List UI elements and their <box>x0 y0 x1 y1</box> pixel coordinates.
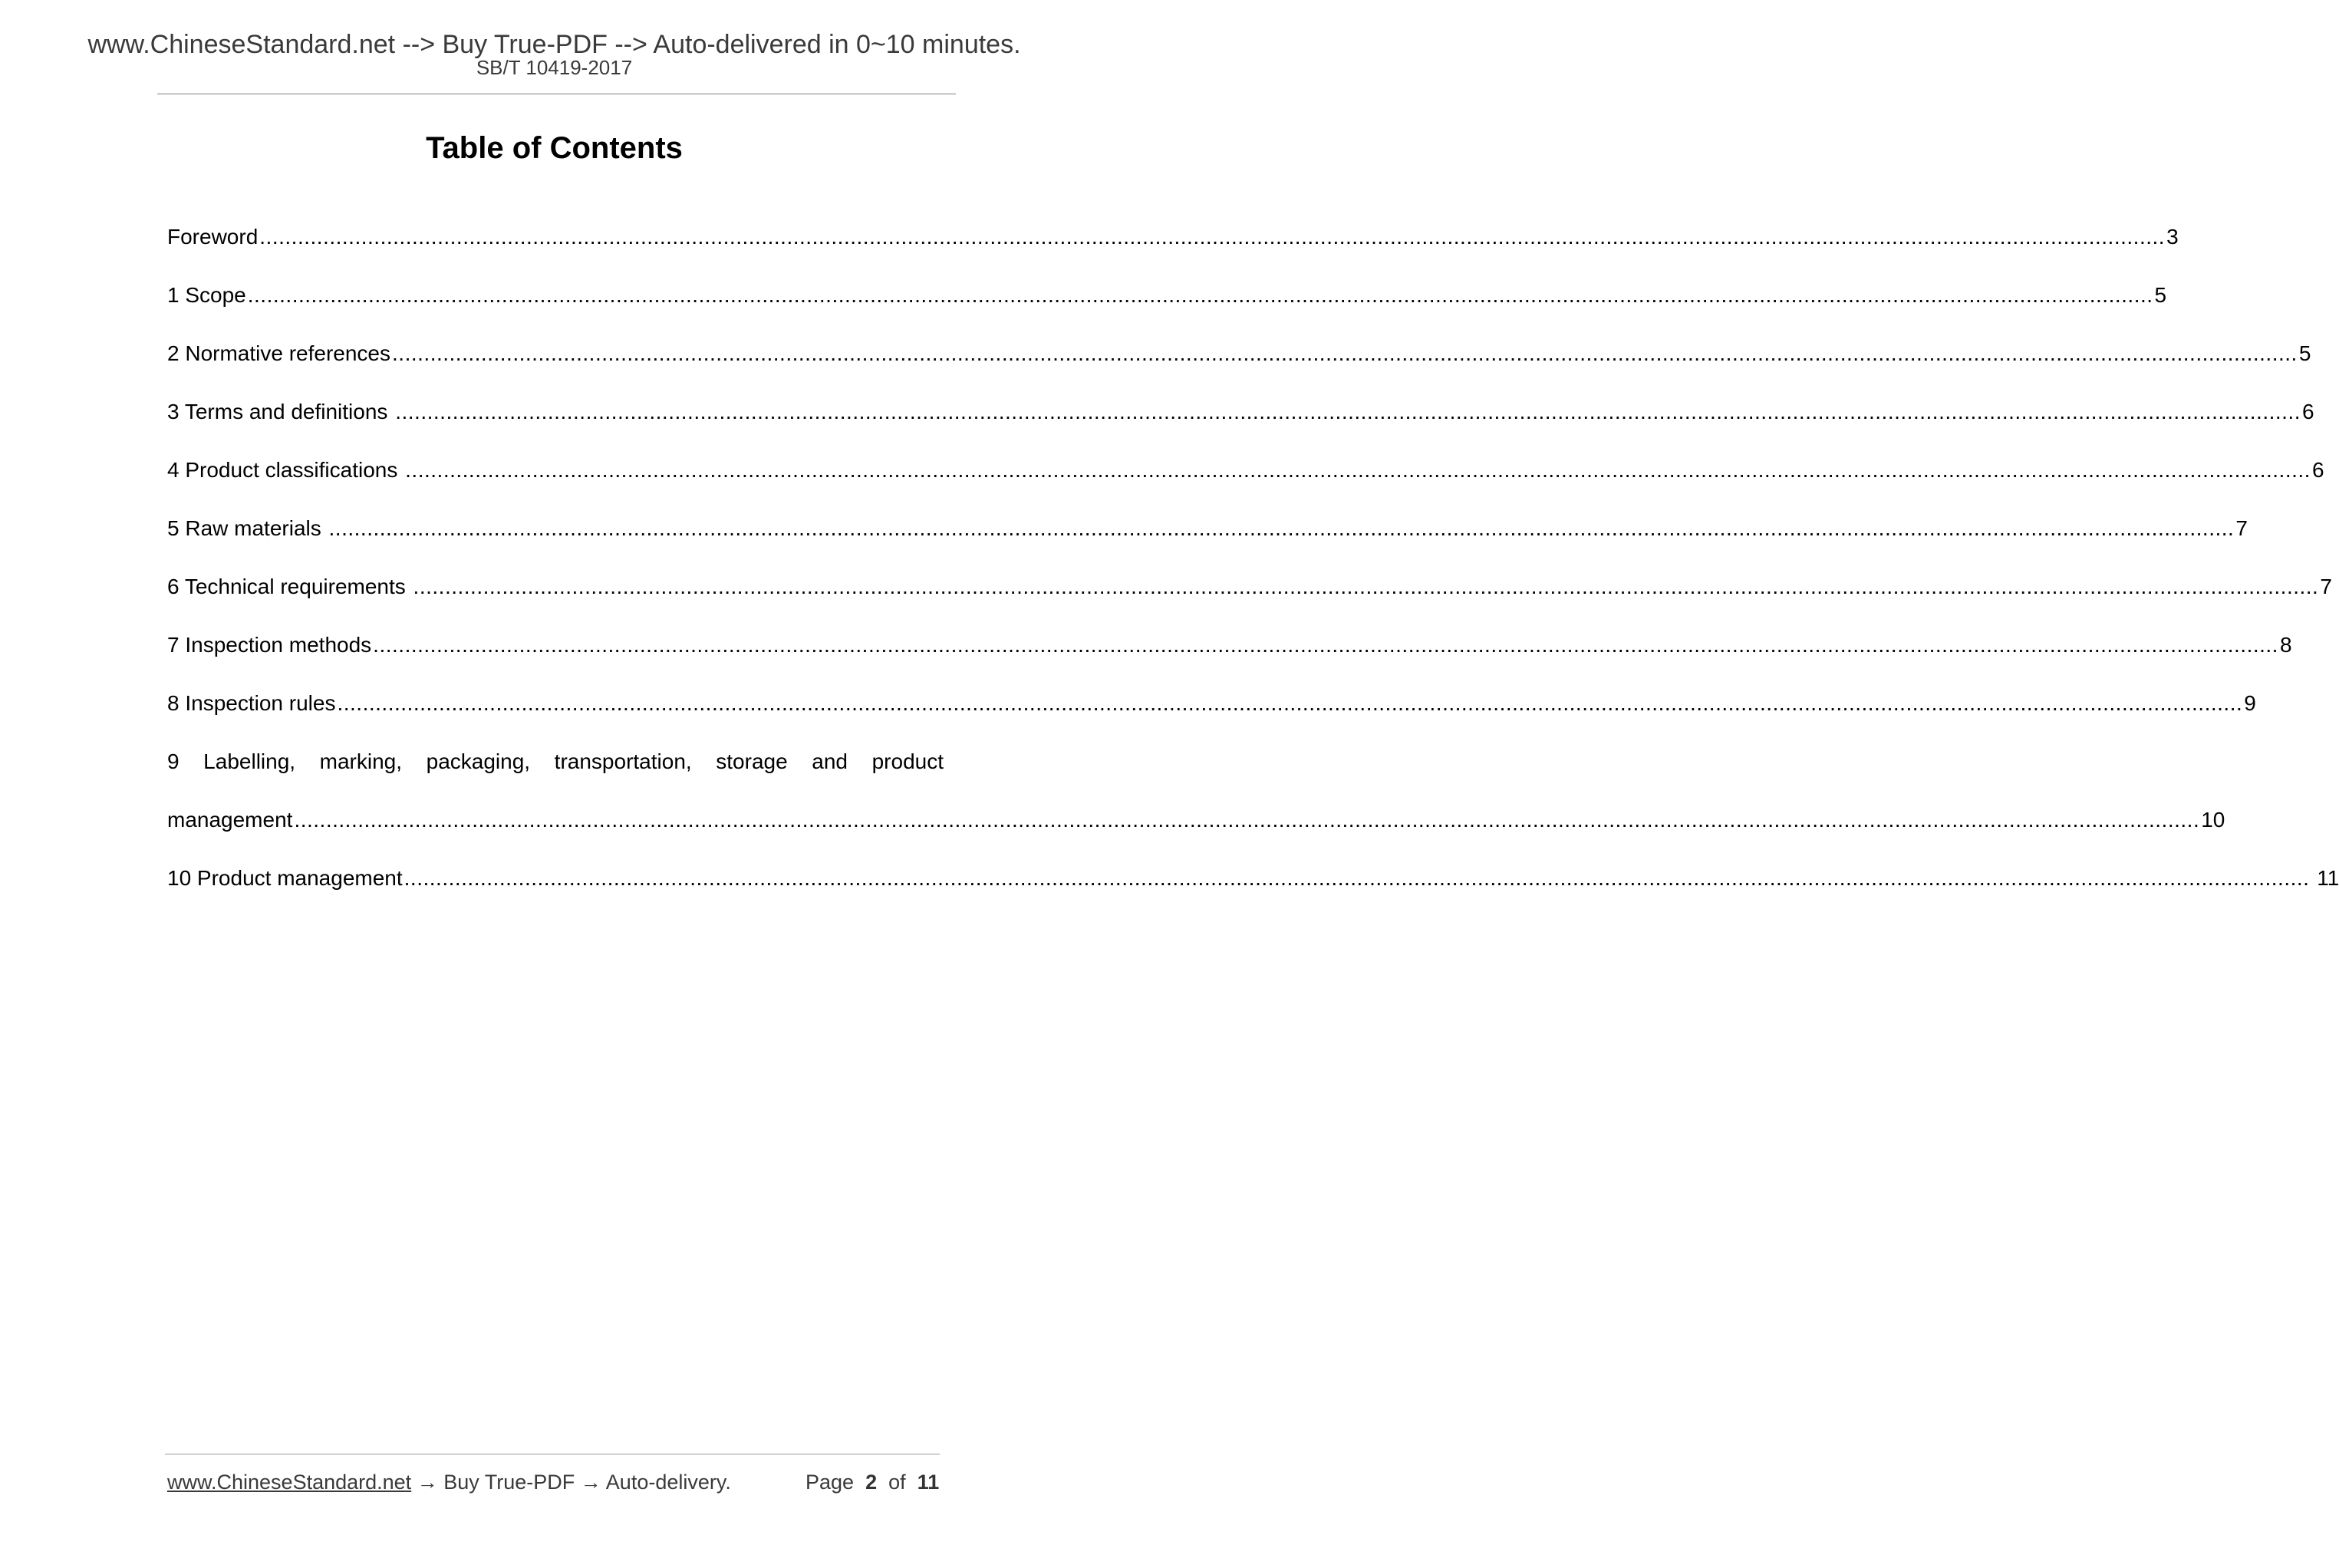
footer-promo <box>167 1469 731 1495</box>
toc-entry-inspection-rules[interactable] <box>167 685 2256 743</box>
toc-entry-page: 5 <box>2154 283 2167 307</box>
toc-entry-terms-and-definitions[interactable] <box>167 394 2314 452</box>
site-link[interactable]: www.ChineseStandard.net <box>167 1471 412 1494</box>
toc-entry-label: 6 Technical requirements <box>167 575 412 598</box>
toc-entry-scope[interactable] <box>167 277 2167 335</box>
toc-entry-label: 5 Raw materials <box>167 516 328 540</box>
dot-leader: ............................................................................................................................................................................................................................................................................................................ <box>328 516 2235 540</box>
toc-entry-normative-references[interactable] <box>167 335 2311 394</box>
dot-leader: ............................................................................................................................................................................................................................................................................................................ <box>373 633 2278 657</box>
footer-buy-text: Buy True-PDF <box>443 1471 575 1494</box>
of-word: of <box>888 1471 906 1494</box>
toc-entry-raw-materials[interactable] <box>167 510 2248 568</box>
document-code: SB/T 10419-2017 <box>476 56 633 79</box>
toc-entry-label: 8 Inspection rules <box>167 691 336 715</box>
toc-entry-label: 2 Normative references <box>167 341 391 365</box>
toc-entry-page: 3 <box>2166 225 2179 249</box>
dot-leader: ............................................................................................................................................................................................................................................................................................................ <box>337 691 2243 715</box>
toc-entry-inspection-methods[interactable] <box>167 627 2292 685</box>
toc-entry-label: 3 Terms and definitions <box>167 400 394 423</box>
toc-entry-label: 9 Labelling, marking, packaging, transportation, storage and product <box>167 749 944 773</box>
toc-entry-product-classifications[interactable] <box>167 452 2324 510</box>
toc-entry-label: 4 Product classifications <box>167 458 404 482</box>
footer-delivery-text: Auto-delivery. <box>605 1471 731 1494</box>
page-word: Page <box>805 1471 855 1494</box>
toc-entry-label: Foreword <box>167 225 259 249</box>
header-banner: www.ChineseStandard.net --> Buy True-PDF --> Auto-delivered in 0~10 minutes. <box>87 30 1021 59</box>
dot-leader: ............................................................................................................................................................................................................................................................................................................ <box>259 225 2166 249</box>
dot-leader: ............................................................................................................................................................................................................................................................................................................ <box>392 341 2298 365</box>
page-indicator <box>805 1469 939 1495</box>
toc-entry-page: 7 <box>2235 516 2248 540</box>
toc-entry-page: 9 <box>2244 691 2256 715</box>
toc-entry-page: 10 <box>2201 808 2225 832</box>
dot-leader: ............................................................................................................................................................................................................................................................................................................ <box>404 866 2310 890</box>
dot-leader: ............................................................................................................................................................................................................................................................................................................ <box>413 575 2319 598</box>
toc-entry-labelling-line-2[interactable] <box>167 802 2225 860</box>
arrow-icon: → <box>580 1471 601 1494</box>
table-of-contents <box>167 219 2339 918</box>
toc-entry-labelling-line-1[interactable] <box>167 743 944 802</box>
toc-entry-page: 6 <box>2302 400 2314 423</box>
toc-entry-label: 7 Inspection methods <box>167 633 372 657</box>
toc-entry-label: 1 Scope <box>167 283 246 307</box>
toc-entry-label: 10 Product management <box>167 866 403 890</box>
toc-entry-technical-requirements[interactable] <box>167 568 2332 627</box>
toc-entry-product-management[interactable] <box>167 860 2339 918</box>
arrow-icon: → <box>417 1471 438 1494</box>
page-current: 2 <box>865 1471 878 1494</box>
toc-entry-page: 7 <box>2320 575 2332 598</box>
dot-leader: ............................................................................................................................................................................................................................................................................................................ <box>395 400 2301 423</box>
toc-entry-page: 6 <box>2311 458 2324 482</box>
dot-leader: ............................................................................................................................................................................................................................................................................................................ <box>247 283 2153 307</box>
toc-entry-page: 8 <box>2279 633 2292 657</box>
toc-entry-foreword[interactable] <box>167 219 2179 277</box>
page-total: 11 <box>917 1471 940 1494</box>
toc-entry-page: 5 <box>2298 341 2311 365</box>
toc-entry-label: management <box>167 808 293 832</box>
toc-entry-page: 11 <box>2311 866 2339 890</box>
toc-title: Table of Contents <box>426 131 683 165</box>
dot-leader: ............................................................................................................................................................................................................................................................................................................ <box>405 458 2311 482</box>
dot-leader: ............................................................................................................................................................................................................................................................................................................ <box>294 808 2200 832</box>
